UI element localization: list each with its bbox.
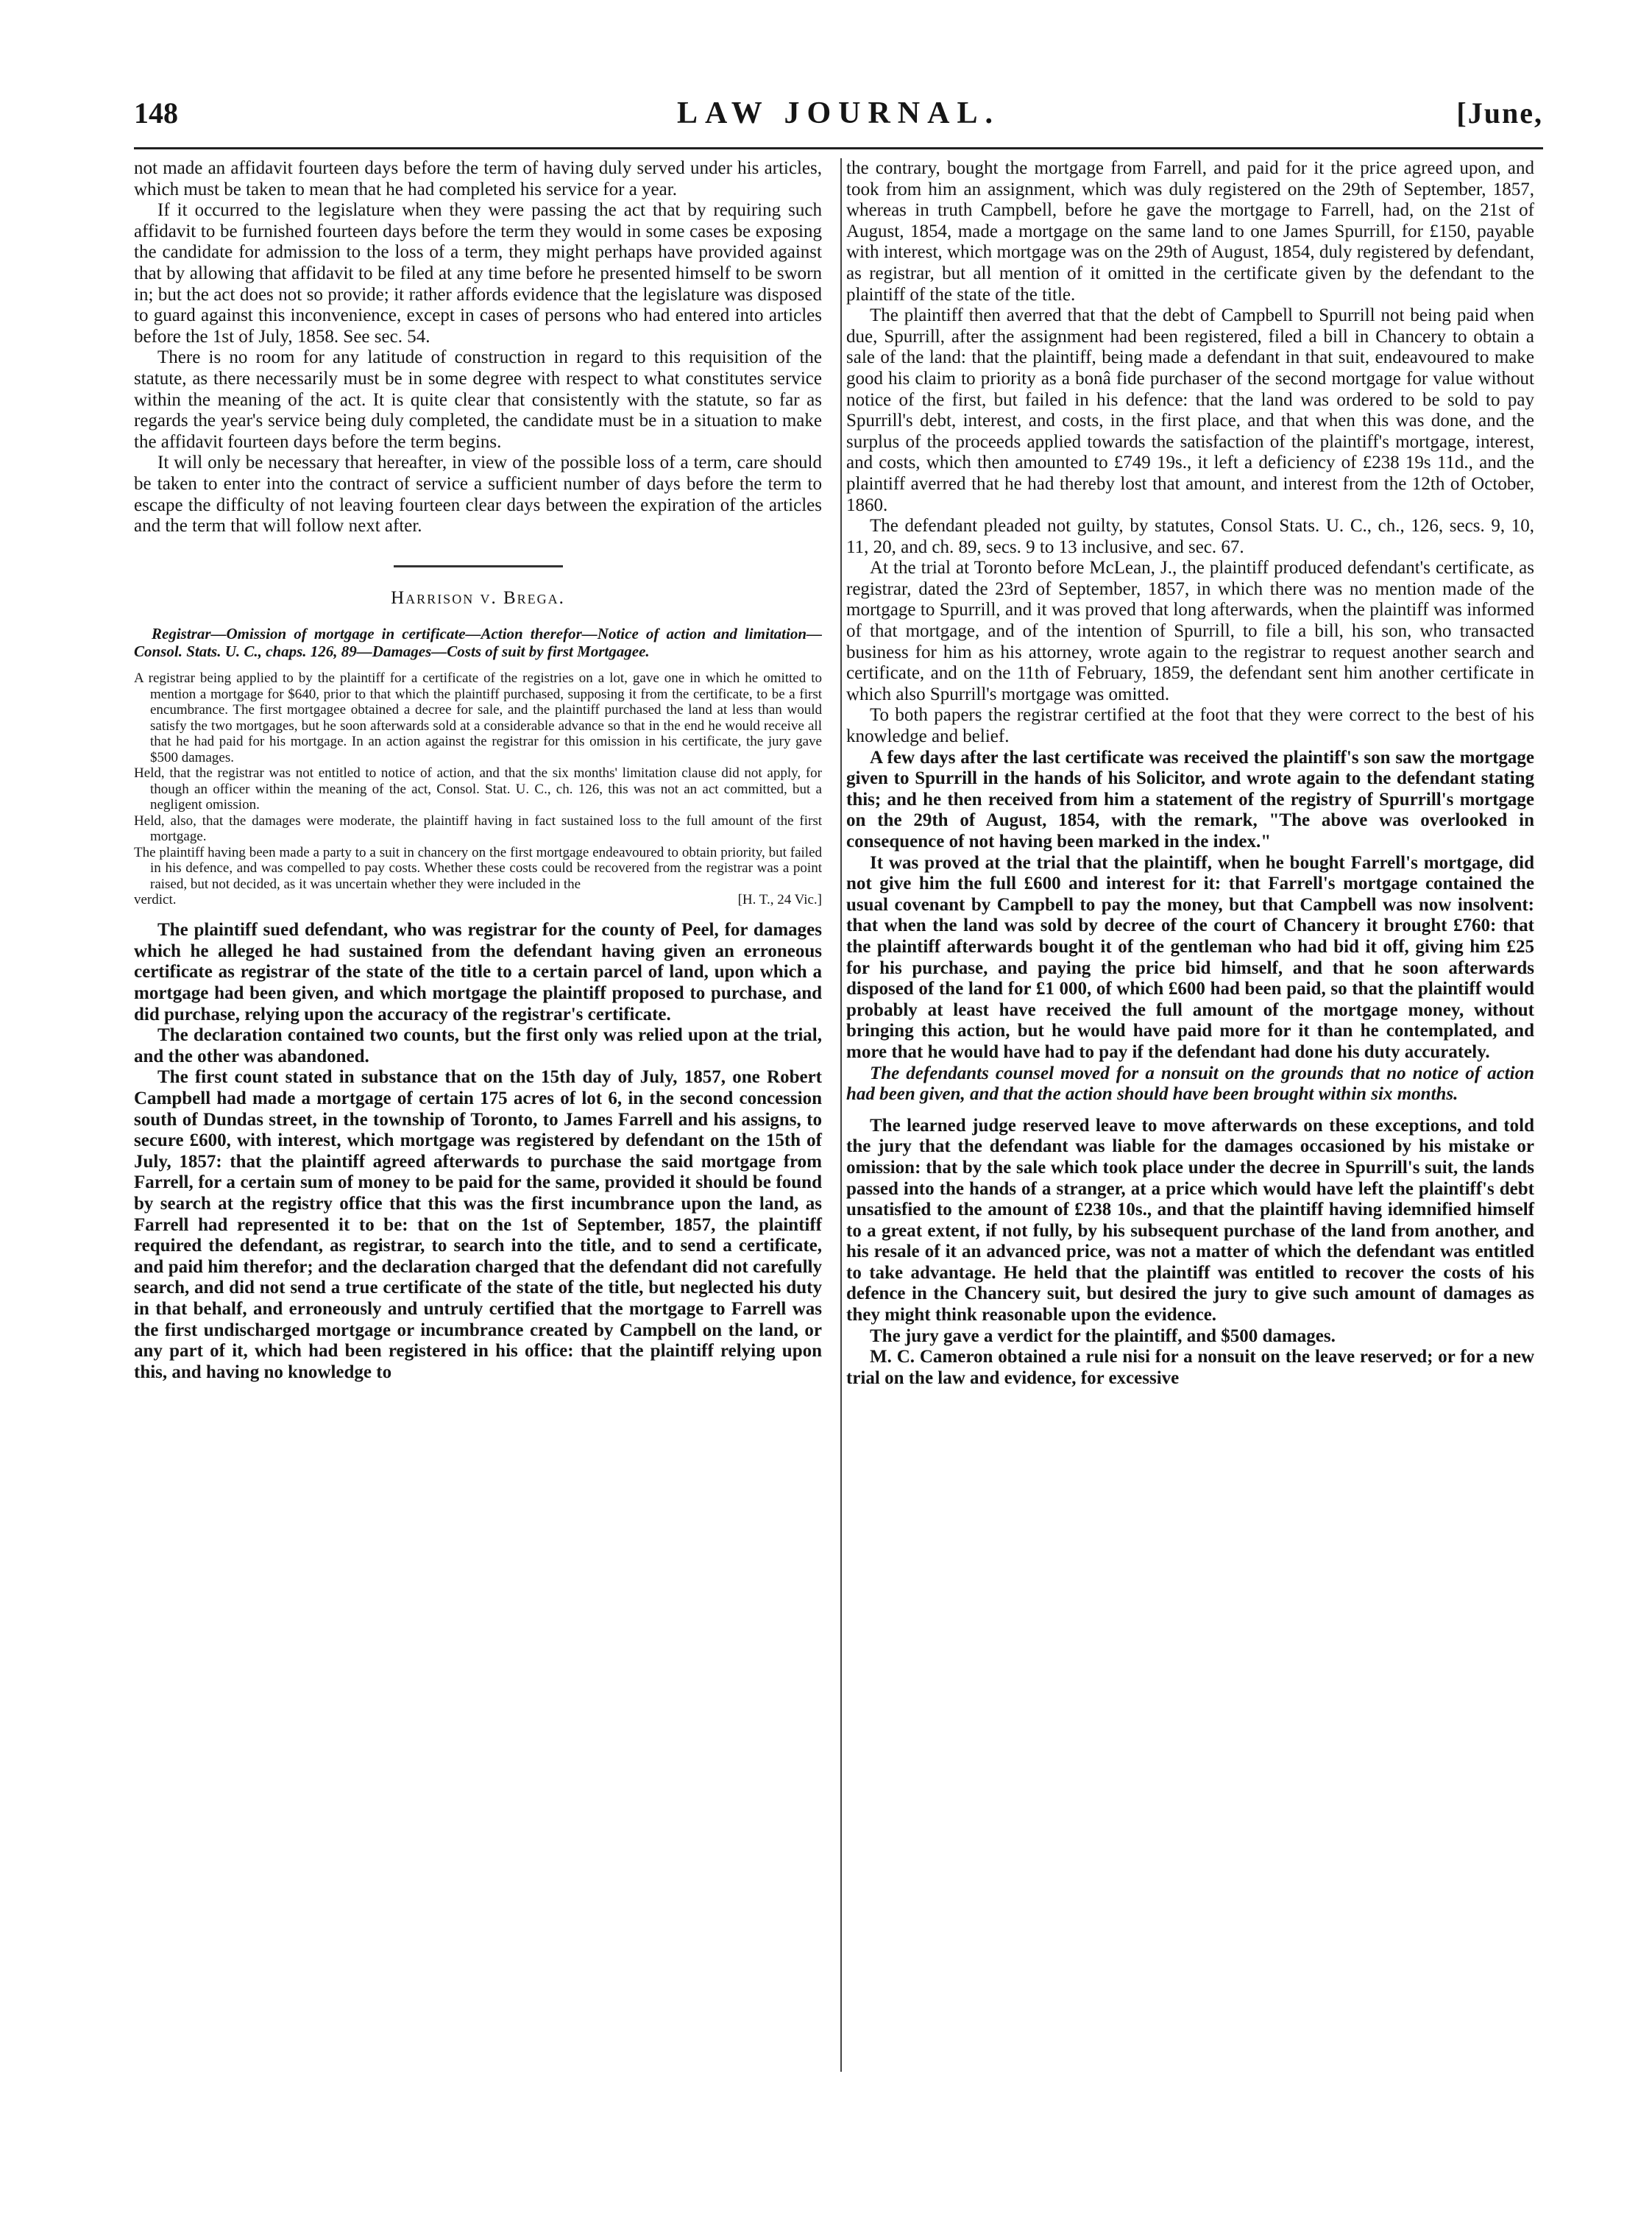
paragraph: M. C. Cameron obtained a rule nisi for a nonsuit on the leave reserved; or for a new trial on the law and evidence, for excessive	[846, 1347, 1534, 1388]
paragraph: There is no room for any latitude of construction in regard to this requisition of the statute, as there necessarily must be in some degree with respect to what constitutes service within the meaning of the act. It is quite clear that consistently with the statute, so far as regards the year's service being duly completed, the candidate must be in a situation to make the affidavit fourteen days before the term begins.	[134, 347, 822, 452]
digest-item: A registrar being applied to by the plaintiff for a certificate of the registries on a lot, gave one in which he omitted to mention a mortgage for $640, prior to that which the plaintiff purchased, supposing it from the certificate, to be a first encumbrance. The first mortgagee obtained a decree for sale, and the plaintiff purchased the land at less than would satisfy the two mortgages, but he soon afterwards sold at a considerable advance so that in the end he would receive all that he had paid for his mortgage. In an action against the registrar for this omission in his certificate, the jury gave $500 damages.	[134, 670, 822, 765]
section-divider	[394, 565, 563, 567]
digest-item: Held, also, that the damages were moderate, the plaintiff having in fact sustained loss to the full amount of the first mortgage.	[134, 813, 822, 845]
paragraph: The defendants counsel moved for a nonsuit on the grounds that no notice of action had been given, and that the action should have been brought within six months.	[846, 1063, 1534, 1105]
paragraph: The plaintiff sued defendant, who was registrar for the county of Peel, for damages which he alleged he had sustained from the defendant having given an erroneous certificate as registrar of the state of the title to a certain parcel of land, upon which a mortgage had been given, and which mortgage the plaintiff proposed to purchase, and did purchase, relying upon the accuracy of the registrar's certificate.	[134, 920, 822, 1024]
column-divider	[840, 158, 842, 2072]
paragraph: The defendant pleaded not guilty, by statutes, Consol Stats. U. C., ch., 126, secs. 9, 10, 11, 20, and ch. 89, secs. 9 to 13 inclusive, and sec. 67.	[846, 516, 1534, 557]
case-digest	[134, 670, 822, 892]
paragraph: To both papers the registrar certified at the foot that they were correct to the best of his knowledge and belief.	[846, 705, 1534, 747]
right-column	[846, 158, 1534, 1389]
paragraph: the contrary, bought the mortgage from Farrell, and paid for it the price agreed upon, and took from him an assignment, which was duly registered on the 29th of September, 1857, whereas in truth Campbell, before he gave the mortgage to Farrell, had, on the 21st of August, 1854, made a mortgage on the same land to one James Spurrill, for £150, payable with interest, which mortgage was on the 29th of August, 1854, duly registered by defendant, as registrar, but all mention of it omitted in the certificate given by the defendant to the plaintiff of the state of the title.	[846, 158, 1534, 305]
header-rule	[134, 147, 1543, 149]
paragraph: A few days after the last certificate was received the plaintiff's son saw the mortgage given to Spurrill in the hands of his Solicitor, and wrote again to the defendant stating this; and he then received from him a statement of the registry of Spurrill's mortgage on the 29th of August, 1854, with the remark, "The above was overlooked in consequence of not having been marked in the index."	[846, 747, 1534, 852]
paragraph: The first count stated in substance that on the 15th day of July, 1857, one Robert Campbell had made a mortgage of certain 175 acres of lot 6, in the second concession south of Dundas street, in the township of Toronto, to James Farrell and his assigns, to secure £600, with interest, which mortgage was registered by defendant on the 15th of July, 1857: that the plaintiff agreed afterwards to purchase the said mortgage from Farrell, for a certain sum of money to be paid for the same, provided it should be found by search at the registry office that this was the first incumbrance upon the land, as Farrell had represented it to be: that on the 1st of September, 1857, the plaintiff required the defendant, as registrar, to search into the title, and to send a certificate, and paid him therefor; and the declaration charged that the defendant did not carefully search, and did not send a true certificate of the state of the title, but neglected his duty in that behalf, and erroneously and untruly certified that the mortgage to Farrell was the first undischarged mortgage or incumbrance created by Campbell on the land, or any part of it, which had been registered in his office: that the plaintiff relying upon this, and having no knowledge to	[134, 1067, 822, 1382]
case-citation-row	[134, 892, 822, 908]
case-headnote: Registrar—Omission of mortgage in certificate—Action therefor—Notice of action and limitation—Consol. Stats. U. C., chaps. 126, 89—Damages—Costs of suit by first Mortgagee.	[134, 625, 822, 661]
paragraph: If it occurred to the legislature when they were passing the act that by requiring such affidavit to be furnished fourteen days before the term they would in some cases be exposing the candidate for admission to the loss of a term, they might perhaps have provided against that by allowing that affidavit to be filed at any time before he presented himself to be sworn in; but the act does not so provide; it rather affords evidence that the legislature was disposed to guard against this inconvenience, except in cases of persons who had entered into articles before the 1st of July, 1858. See sec. 54.	[134, 200, 822, 347]
digest-item: Held, that the registrar was not entitled to notice of action, and that the six months' limitation clause did not apply, for though an officer within the meaning of the act, Consol. Stat. U. C., ch. 126, this was not an act committed, but a negligent omission.	[134, 765, 822, 813]
issue-month: [June,	[1456, 96, 1543, 130]
digest-item: The plaintiff having been made a party to a suit in chancery on the first mortgage endeavoured to obtain priority, but failed in his defence, and was compelled to pay costs. Whether these costs could be recovered from the registrar was a point raised, but not decided, as it was uncertain whether they were included in the	[134, 844, 822, 892]
paragraph: The learned judge reserved leave to move afterwards on these exceptions, and told the jury that the defendant was liable for the damages occasioned by his mistake or omission: that by the sale which took place under the decree in Spurrill's suit, the lands passed into the hands of a stranger, at a price which would have left the plaintiff's debt unsatisfied to the amount of £238 10s., and that the plaintiff having idemnified himself to a great extent, if not fully, by his subsequent purchase of the land from another, and his resale of it an advanced price, was not a matter of which the defendant was entitled to take advantage. He held that the plaintiff was entitled to recover the costs of his defence in the Chancery suit, but desired the jury to give such amount of damages as they might think reasonable upon the evidence.	[846, 1115, 1534, 1325]
left-column	[134, 158, 822, 1383]
page-number: 148	[134, 96, 178, 130]
case-citation: [H. T., 24 Vic.]	[737, 892, 822, 908]
journal-title: LAW JOURNAL.	[677, 96, 1000, 130]
digest-last-word: verdict.	[134, 892, 177, 908]
paragraph: The plaintiff then averred that that the debt of Campbell to Spurrill not being paid when due, Spurrill, after the assignment had been registered, filed a bill in Chancery to obtain a sale of the land: that the plaintiff, being made a defendant in that suit, endeavoured to make good his claim to priority as a bonâ fide purchaser of the second mortgage for value without notice of the first, but failed in his defence: that the land was ordered to be sold to pay Spurrill's debt, interest, and costs, in the first place, and that when this was done, and the surplus of the proceeds applied towards the satisfaction of the plaintiff's mortgage, interest, and costs, which then amounted to £749 19s., it left a deficiency of £238 19s 11d., and the plaintiff averred that he had thereby lost that amount, and interest from the 12th of October, 1860.	[846, 305, 1534, 515]
case-body	[134, 920, 822, 1383]
paragraph: The declaration contained two counts, but the first only was relied upon at the trial, and the other was abandoned.	[134, 1025, 822, 1066]
paragraph: The jury gave a verdict for the plaintiff, and $500 damages.	[870, 1325, 1336, 1346]
paragraph: At the trial at Toronto before McLean, J., the plaintiff produced defendant's certificate, as registrar, dated the 23rd of September, 1857, in which there was no mention made of the mortgage to Spurrill, and it was proved that long afterwards, when the plaintiff was informed of that mortgage, and of the intention of Spurrill, to file a bill, his son, who transacted business for him as his attorney, wrote again to the registrar to request another search and certificate, and on the 11th of February, 1859, the defendant sent him another certificate in which also Spurrill's mortgage was omitted.	[846, 558, 1534, 704]
page-header	[134, 96, 1543, 147]
paragraph: not made an affidavit fourteen days before the term of having duly served under his articles, which must be taken to mean that he had completed his service for a year.	[134, 158, 822, 199]
paragraph: It will only be necessary that hereafter, in view of the possible loss of a term, care should be taken to enter into the contract of service a sufficient number of days before the term to escape the difficulty of not leaving fourteen clear days between the expiration of the articles and the term that will follow next after.	[134, 453, 822, 537]
paragraph: It was proved at the trial that the plaintiff, when he bought Farrell's mortgage, did not give him the full £600 and interest for it: that Farrell's mortgage contained the usual covenant by Campbell to pay the money, but that Campbell was now insolvent: that when the land was sold by decree of the court of Chancery it brought £760: that the plaintiff afterwards bought it of the gentleman who had bid it off, giving him £25 for his purchase, and paying the price bid himself, and that he soon afterwards disposed of the land for £1 000, of which £600 had been paid, so that the plaintiff would probably at least have received the full amount of the mortgage money, without bringing this action, but he would have paid more for it than he contemplated, and more that he would have had to pay if the defendant had done his duty accurately.	[846, 852, 1534, 1062]
case-title: Harrison v. Brega.	[391, 587, 565, 608]
